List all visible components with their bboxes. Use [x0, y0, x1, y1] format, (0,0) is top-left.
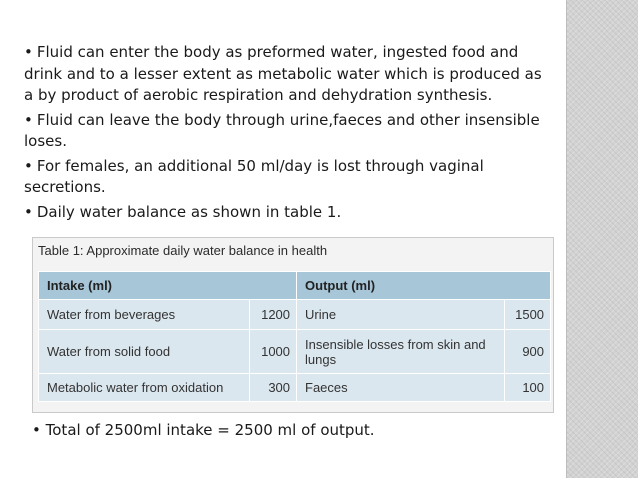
decorative-sidebar: [566, 0, 638, 478]
bullet-fluid-leave: [24, 110, 554, 153]
table-header-row: [39, 272, 551, 300]
bullet-text: Fluid can enter the body as preformed water, ingested food and drink and to a lesser extent as metabolic water which is produced as a by product of aerobic respiration and dehydration synthesis.: [24, 43, 542, 104]
bullet-text: Fluid can leave the body through urine,faeces and other insensible loses.: [24, 110, 540, 150]
bullet-total: [32, 420, 375, 441]
bullet-dot: •: [24, 202, 33, 221]
bullet-females: [24, 156, 554, 199]
bullet-text: Total of 2500ml intake = 2500 ml of output.: [45, 421, 375, 439]
bullet-dot: •: [24, 156, 33, 175]
table-row: [39, 300, 551, 330]
bullet-text: Daily water balance as shown in table 1.: [36, 202, 342, 221]
output-label: Faeces: [297, 374, 505, 402]
intake-value: 1200: [250, 300, 297, 330]
water-balance-table: [38, 271, 551, 402]
intake-label: Metabolic water from oxidation: [39, 374, 250, 402]
table-caption: Table 1: Approximate daily water balance in health: [38, 243, 328, 258]
intake-value: 300: [250, 374, 297, 402]
header-output: Output (ml): [297, 272, 551, 300]
table-row: [39, 330, 551, 374]
bullet-fluid-enter: [24, 42, 554, 107]
intake-label: Water from beverages: [39, 300, 250, 330]
output-value: 900: [505, 330, 551, 374]
water-balance-table-figure: [32, 237, 554, 413]
bullet-dot: •: [24, 43, 33, 61]
bullet-dot: •: [32, 421, 41, 439]
output-value: 1500: [505, 300, 551, 330]
bullet-dot: •: [24, 110, 33, 129]
output-value: 100: [505, 374, 551, 402]
bullet-text: For females, an additional 50 ml/day is lost through vaginal secretions.: [24, 156, 484, 196]
intake-label: Water from solid food: [39, 330, 250, 374]
bullet-daily-balance: [24, 202, 554, 224]
bullet-list: [24, 42, 554, 226]
header-intake: Intake (ml): [39, 272, 297, 300]
table-row: [39, 374, 551, 402]
output-label: Urine: [297, 300, 505, 330]
intake-value: 1000: [250, 330, 297, 374]
output-label: Insensible losses from skin and lungs: [297, 330, 505, 374]
